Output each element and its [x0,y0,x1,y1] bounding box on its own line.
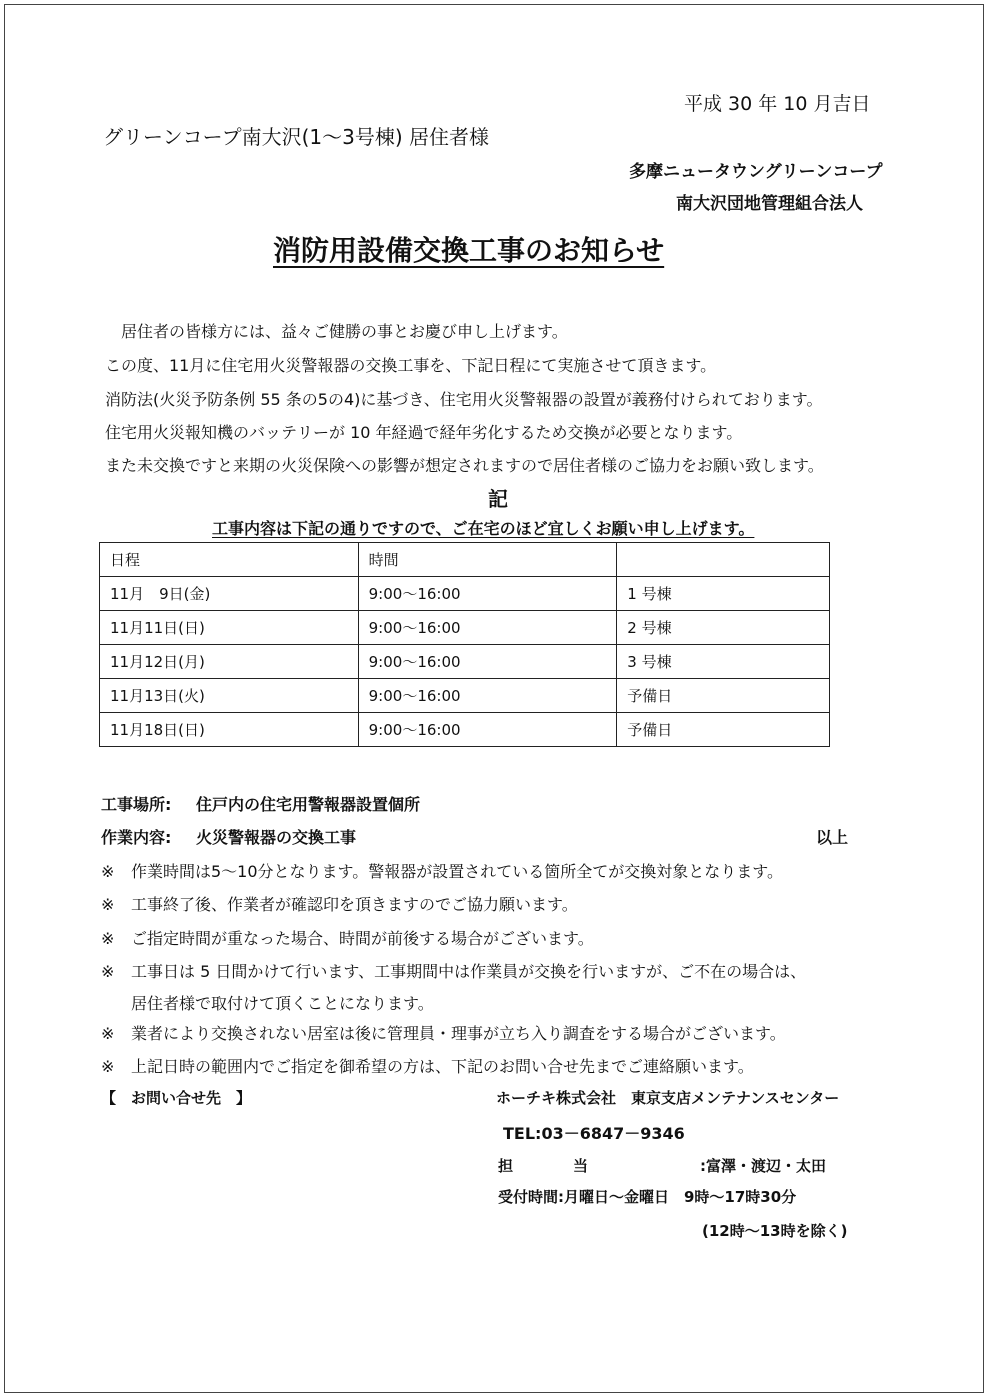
body-paragraph-3: 消防法(火災予防条例 55 条の5の4)に基づき、住宅用火災警報器の設置が義務付けられております。 [105,390,823,409]
cell-building: 2 号棟 [617,611,830,645]
header-date: 日程 [100,543,359,577]
note-text: 作業時間は5～10分となります。警報器が設置されている箇所全てが交換対象となります。 [131,862,783,881]
note-text: 業者により交換されない居室は後に管理員・理事が立ち入り調査をする場合がございます。 [131,1024,786,1043]
cell-building: 予備日 [617,679,830,713]
table-row [100,611,830,645]
table-row [100,645,830,679]
cell-time: 9:00～16:00 [358,611,617,645]
note-mark: ※ [101,929,115,948]
notice-title: 消防用設備交換工事のお知らせ [273,234,665,267]
cell-building: 1 号棟 [617,577,830,611]
schedule-table [99,542,830,747]
table-header-row [100,543,830,577]
body-paragraph-4: 住宅用火災報知機のバッテリーが 10 年経過で経年劣化するため交換が必要となります。 [105,423,743,442]
work-place-label: 工事場所: [101,795,172,814]
end-mark: 以上 [816,828,849,847]
table-row [100,679,830,713]
cell-time: 9:00～16:00 [358,679,617,713]
note-mark: ※ [101,962,115,981]
contact-person-value: :富澤・渡辺・太田 [700,1157,826,1175]
contact-tel: TEL:03－6847－9346 [503,1124,685,1143]
note-item [101,892,578,915]
contact-company: ホーチキ株式会社 東京支店メンテナンスセンター [496,1089,840,1107]
body-paragraph-5: また未交換ですと来期の火災保険への影響が想定されますので居住者様のご協力をお願い致します。 [105,456,824,475]
note-continuation: 居住者様で取付けて頂くことになります。 [131,994,434,1013]
header-time: 時間 [358,543,617,577]
cell-time: 9:00～16:00 [358,713,617,747]
note-text: ご指定時間が重なった場合、時間が前後する場合がございます。 [131,929,594,948]
header-building [617,543,830,577]
note-mark: ※ [101,862,115,881]
cell-time: 9:00～16:00 [358,645,617,679]
note-text: 工事終了後、作業者が確認印を頂きますのでご協力願います。 [131,895,578,914]
table-row [100,713,830,747]
cell-time: 9:00～16:00 [358,577,617,611]
note-item [101,1054,754,1077]
cell-building: 予備日 [617,713,830,747]
note-text: 上記日時の範囲内でご指定を御希望の方は、下記のお問い合せ先までご連絡願います。 [131,1057,754,1076]
contact-person-label: 担 当 [498,1157,589,1175]
work-content-value: 火災警報器の交換工事 [196,828,357,847]
cell-date: 11月 9日(金) [100,577,359,611]
work-place-value: 住戸内の住宅用警報器設置個所 [196,795,421,814]
note-mark: ※ [101,1057,115,1076]
note-mark: ※ [101,1024,115,1043]
contact-hours-note: (12時～13時を除く) [702,1222,848,1240]
cell-date: 11月12日(月) [100,645,359,679]
cell-date: 11月18日(日) [100,713,359,747]
sender-org-line1: 多摩ニュータウングリーンコープ [629,162,883,182]
cell-date: 11月13日(火) [100,679,359,713]
cell-building: 3 号棟 [617,645,830,679]
note-item [101,1021,786,1044]
sender-org-line2: 南大沢団地管理組合法人 [676,194,863,214]
table-row [100,577,830,611]
note-item [101,926,594,949]
issue-date: 平成 30 年 10 月吉日 [684,93,871,115]
contact-hours: 受付時間:月曜日～金曜日 9時～17時30分 [498,1188,797,1206]
contact-heading: 【 お問い合せ先 】 [101,1089,252,1107]
work-content-label: 作業内容: [101,828,172,847]
addressee: グリーンコープ南大沢(1～3号棟) 居住者様 [103,125,490,149]
ki-heading: 記 [488,487,508,511]
note-item [101,859,783,882]
note-item [101,959,806,982]
cell-date: 11月11日(日) [100,611,359,645]
note-text: 工事日は 5 日間かけて行います、工事期間中は作業員が交換を行いますが、ご不在の場合は、 [131,962,807,981]
body-paragraph-2: この度、11月に住宅用火災警報器の交換工事を、下記日程にて実施させて頂きます。 [105,356,717,375]
note-mark: ※ [101,895,115,914]
body-paragraph-1: 居住者の皆様方には、益々ご健勝の事とお慶び申し上げます。 [105,322,568,341]
schedule-intro: 工事内容は下記の通りですので、ご在宅のほど宜しくお願い申し上げます。 [212,519,755,538]
